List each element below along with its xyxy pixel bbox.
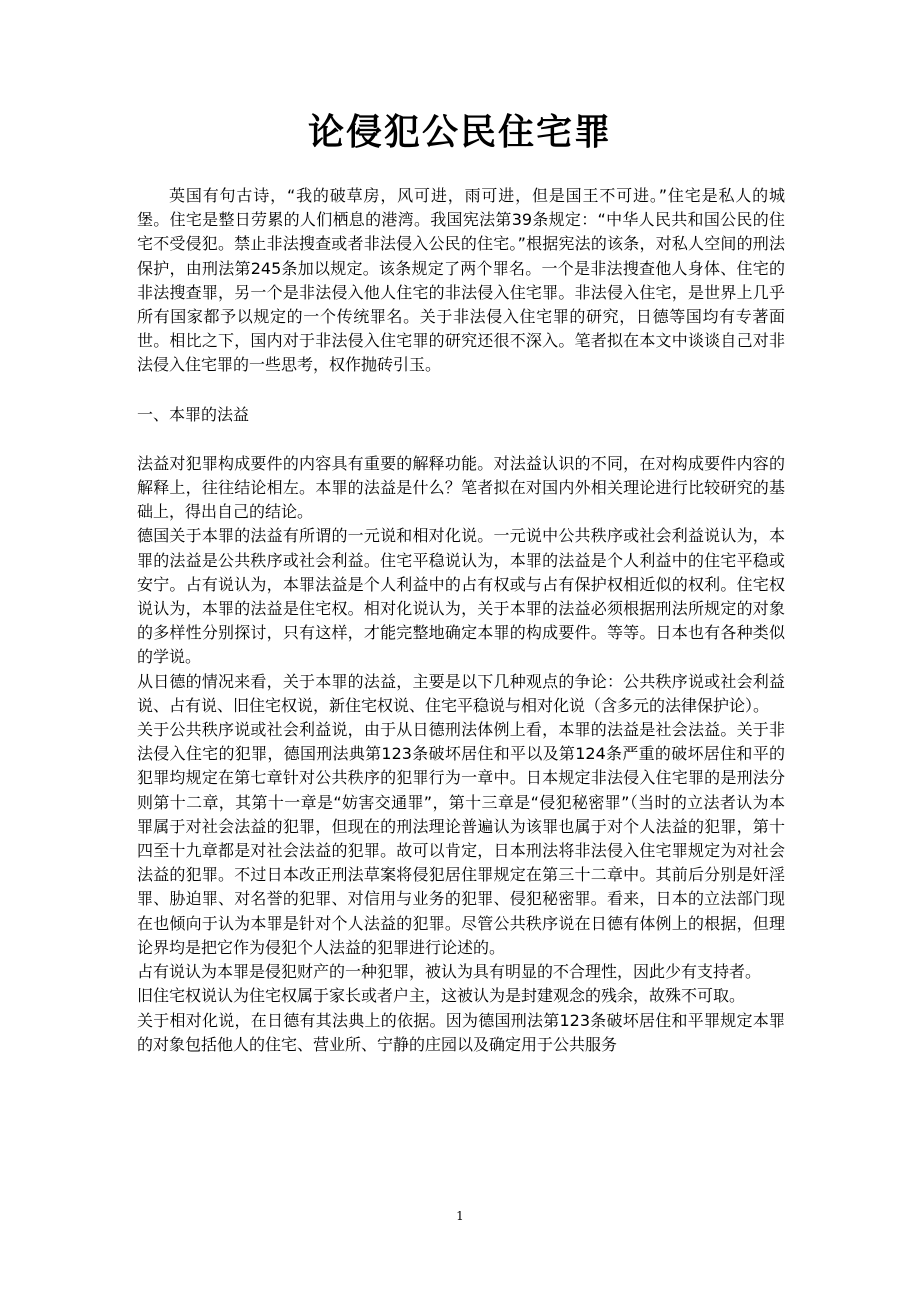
document-body (137, 184, 785, 1057)
section-heading: 一、本罪的法益 (137, 404, 250, 424)
body-paragraph: 关于相对化说，在日德有其法典上的依据。因为德国刑法第123条破坏居住和平罪规定本罪的对象包括他人的住宅、营业所、宁静的庄园以及确定用于公共服务 (137, 1010, 785, 1054)
body-paragraph: 德国关于本罪的法益有所谓的一元说和相对化说。一元说中公共秩序或社会利益说认为，本罪的法益是公共秩序或社会利益。住宅平稳说认为，本罪的法益是个人利益中的住宅平稳或安宁。占有说认为，本罪法益是个人利益中的占有权或与占有保护权相近似的权利。住宅权说认为，本罪的法益是住宅权。相对化说认为，关于本罪的法益必须根据刑法所规定的对象的多样性分别探讨，只有这样，才能完整地确定本罪的构成要件。等等。日本也有各种类似的学说。 (137, 526, 785, 667)
body-paragraph: 旧住宅权说认为住宅权属于家长或者户主，这被认为是封建观念的残余，故殊不可取。 (137, 986, 746, 1006)
page-number: 1 (456, 1209, 464, 1223)
body-paragraph: 从日德的情况来看，关于本罪的法益，主要是以下几种观点的争论：公共秩序说或社会利益说、占有说、旧住宅权说，新住宅权说、住宅平稳说与相对化说（含多元的法律保护论）。 (137, 671, 785, 715)
body-paragraph: 法益对犯罪构成要件的内容具有重要的解释功能。对法益认识的不同，在对构成要件内容的解释上，往往结论相左。本罪的法益是什么？笔者拟在对国内外相关理论进行比较研究的基础上，得出自己的结论。 (137, 453, 785, 522)
body-paragraph: 关于公共秩序说或社会利益说，由于从日德刑法体例上看，本罪的法益是社会法益。关于非法侵入住宅的犯罪，德国刑法典第123条破坏居住和平以及第124条严重的破坏居住和平的犯罪均规定在第七章针对公共秩序的犯罪行为一章中。日本规定非法侵入住宅罪的是刑法分则第十二章，其第十一章是“妨害交通罪”，第十三章是“侵犯秘密罪”（当时的立法者认为本罪属于对社会法益的犯罪，但现在的刑法理论普遍认为该罪也属于对个人法益的犯罪，第十四至十九章都是对社会法益的犯罪。故可以肯定，日本刑法将非法侵入住宅罪规定为对社会法益的犯罪。不过日本改正刑法草案将侵犯居住罪规定在第三十二章中。其前后分别是奸淫罪、胁迫罪、对名誉的犯罪、对信用与业务的犯罪、侵犯秘密罪。看来，日本的立法部门现在也倾向于认为本罪是针对个人法益的犯罪。尽管公共秩序说在日德有体例上的根据，但理论界均是把它作为侵犯个人法益的犯罪进行论述的。 (137, 720, 785, 957)
document-title: 论侵犯公民住宅罪 (307, 112, 612, 153)
intro-paragraph: 英国有句古诗，“我的破草房，风可进，雨可进，但是国王不可进。”住宅是私人的城堡。住宅是整日劳累的人们栖息的港湾。我国宪法第39条规定：“中华人民共和国公民的住宅不受侵犯。禁止非法搜查或者非法侵入公民的住宅。”根据宪法的该条，对私人空间的刑法保护，由刑法第245条加以规定。该条规定了两个罪名。一个是非法搜查他人身体、住宅的非法搜查罪，另一个是非法侵入他人住宅的非法侵入住宅罪。非法侵入住宅，是世界上几乎所有国家都予以规定的一个传统罪名。关于非法侵入住宅罪的研究，日德等国均有专著面世。相比之下，国内对于非法侵入住宅罪的研究还很不深入。笔者拟在本文中谈谈自己对非法侵入住宅罪的一些思考，权作抛砖引玉。 (137, 186, 785, 375)
body-paragraph: 占有说认为本罪是侵犯财产的一种犯罪，被认为具有明显的不合理性，因此少有支持者。 (137, 962, 762, 982)
